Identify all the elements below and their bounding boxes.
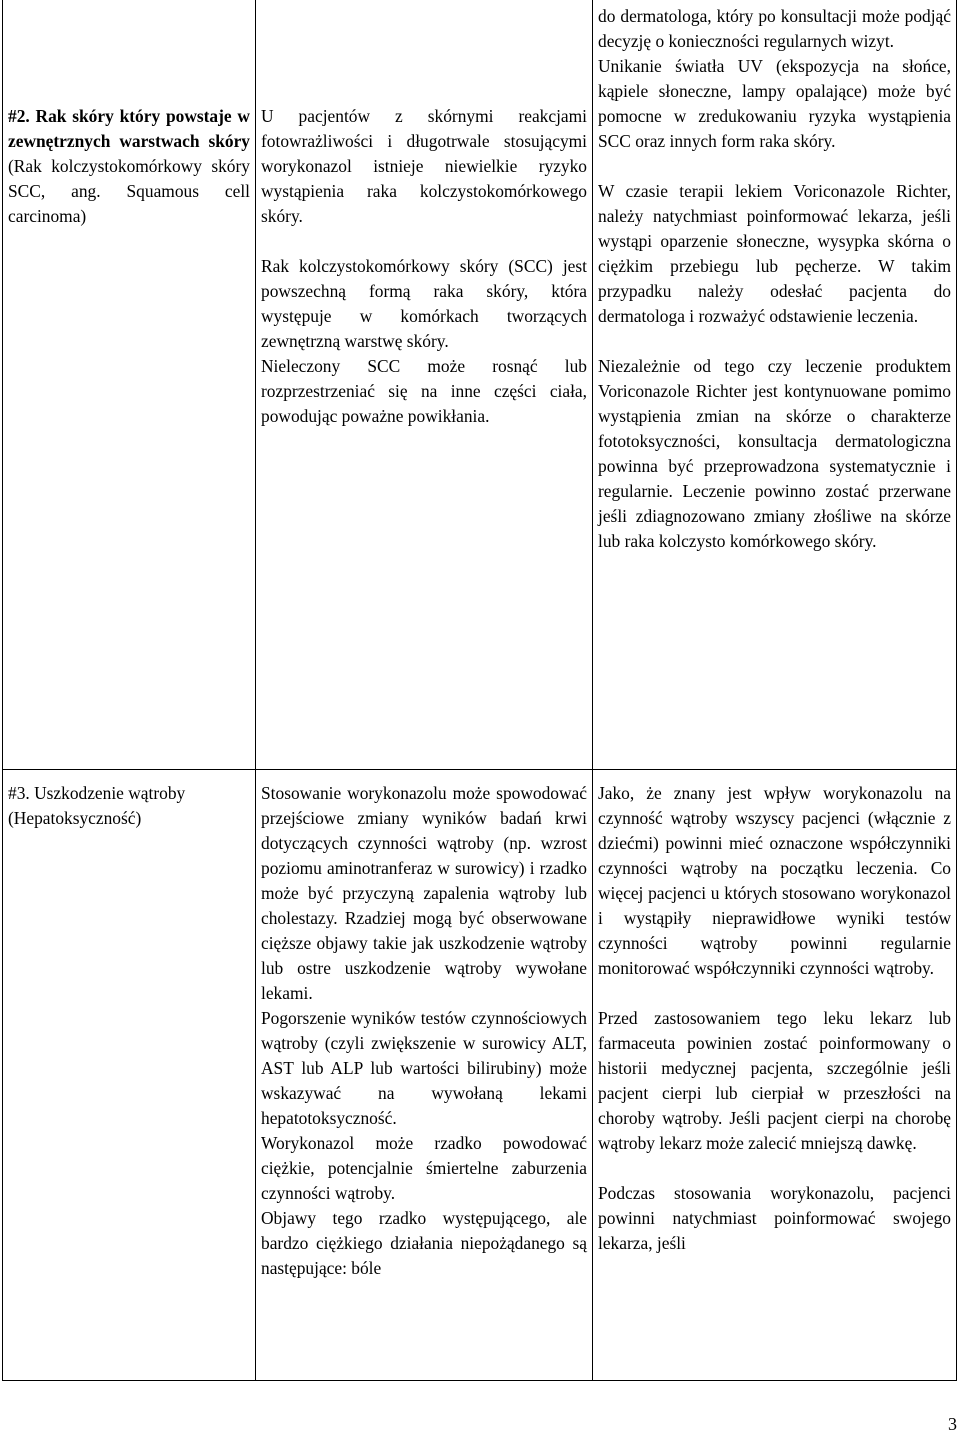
paragraph: Worykonazol może rzadko powodować ciężkie, potencjalnie śmiertelne zaburzenia czynności wątroby. — [261, 1132, 587, 1203]
paragraph: Stosowanie worykonazolu może spowodować przejściowe zmiany wyników badań krwi dotyczących czynności wątroby (np. wzrost poziomu aminotranferaz w surowicy) i rzadko może być przyczyną zapalenia wątroby lub cholestazy. Rzadziej mogą być obserwowane cięższe objawy takie jak uszkodzenie wątroby lub ostre uszkodzenie wątroby wywołane lekami. — [261, 782, 587, 1003]
table-row-scc — [3, 0, 957, 769]
risk-action-cell — [593, 0, 957, 769]
paragraph: U pacjentów z skórnymi reakcjami fotowrażliwości i długotrwale stosującymi worykonazol istnieje niewielkie ryzyko wystąpienia raka kolczystokomórkowego skóry. — [261, 106, 587, 226]
paragraph: Unikanie światła UV (ekspozycja na słońce, kąpiele słoneczne, lampy opalające) może być pomocne w zredukowaniu ryzyka wystąpienia SCC oraz innych form raka skóry. — [598, 56, 951, 151]
risk-subtitle: (Hepatoksyczność) — [8, 807, 142, 828]
risk-title-cell — [3, 0, 256, 769]
risk-action-cell — [593, 769, 957, 1380]
risk-title — [8, 104, 250, 229]
page-number: 3 — [948, 1414, 957, 1434]
paragraph: Podczas stosowania worykonazolu, pacjenci powinni natychmiast poinformować swojego lekarza, jeśli — [598, 1182, 951, 1253]
paragraph: do dermatologa, który po konsultacji może podjąć decyzję o konieczności regularnych wizyt. — [598, 6, 951, 51]
risk-title-cell — [3, 769, 256, 1380]
paragraph: Przed zastosowaniem tego leku lekarz lub farmaceuta powinien zostać poinformowany o historii medycznej pacjenta, szczególnie jeśli pacjent cierpi lub cierpiał w przeszłości na choroby wątroby. Jeśli pacjent cierpi na chorobę wątroby lekarz może zalecić mniejszą dawkę. — [598, 1007, 951, 1153]
risk-description-cell — [256, 0, 593, 769]
paragraph: Pogorszenie wyników testów czynnościowych wątroby (czyli zwiększenie w surowicy ALT, AST lub ALP lub wartości bilirubiny) może wskazywać na wywołaną lekami hepatotoksyczność. — [261, 1007, 587, 1128]
table-row-hepatotoxicity — [3, 769, 957, 1380]
paragraph: Niezależnie od tego czy leczenie produktem Voriconazole Richter jest kontynuowane pomimo wystąpienia zmian na skórze o charakterze fototoksyczności, konsultacja dermatologiczna powinna być przeprowadzona systematycznie i regularnie. Leczenie powinno zostać przerwane jeśli zdiagnozowano zmiany złośliwe na skórze lub raka kolczysto komórkowego skóry. — [598, 356, 951, 551]
risk-table — [2, 0, 957, 1381]
risk-heading: #2. Rak skóry który powstaje w zewnętrznych warstwach skóry — [8, 106, 250, 151]
paragraph: Objawy tego rzadko występującego, ale bardzo ciężkiego działania niepożądanego są następujące: bóle — [261, 1207, 587, 1278]
risk-heading: #3. Uszkodzenie wątroby — [8, 782, 186, 803]
paragraph: Nieleczony SCC może rosnąć lub rozprzestrzeniać się na inne części ciała, powodując poważne powikłania. — [261, 356, 587, 426]
paragraph: Jako, że znany jest wpływ worykonazolu na czynność wątroby wszyscy pacjenci (włącznie z dziećmi) powinni mieć oznaczone współczynniki czynności wątroby na początku leczenia. Co więcej pacjenci u których stosowano worykonazol i wystąpiły nieprawidłowe wyniki testów czynności wątroby powinni regularnie monitorować współczynniki czynności wątroby. — [598, 782, 951, 978]
paragraph: W czasie terapii lekiem Voriconazole Richter, należy natychmiast poinformować lekarza, jeśli wystąpi oparzenie słoneczne, wysypka skórna o ciężkim przebiegu lub pęcherze. W takim przypadku należy odesłać pacjenta do dermatologa i rozważyć odstawienie leczenia. — [598, 181, 951, 326]
risk-subtitle: (Rak kolczystokomórkowy skóry SCC, ang. Squamous cell carcinoma) — [8, 156, 250, 226]
paragraph: Rak kolczystokomórkowy skóry (SCC) jest powszechną formą raka skóry, która występuje w komórkach tworzących zewnętrzną warstwę skóry. — [261, 256, 587, 351]
risk-description-cell — [256, 769, 593, 1380]
